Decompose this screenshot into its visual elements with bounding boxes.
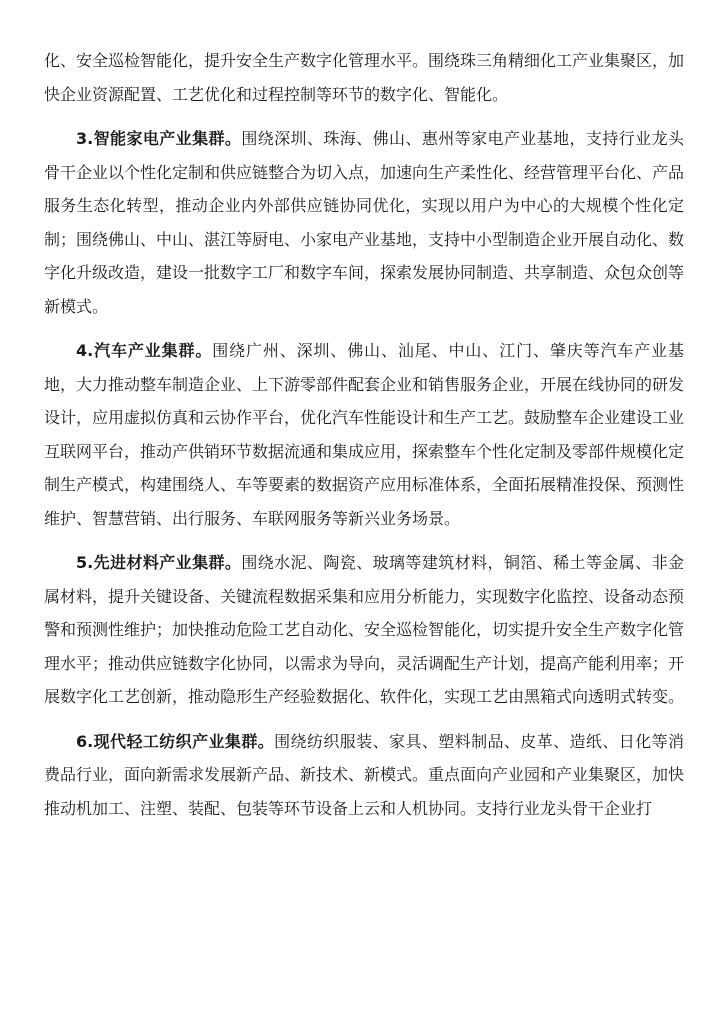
paragraph-text: 围绕纺织服装、家具、塑料制品、皮革、造纸、日化等消费品行业，面向新需求发展新产品、新技术、新模式。重点面向产业园和产业集聚区，加快推动机加工、注塑、装配、包装等环节设备上云和人机协同。支持行业龙头骨干企业打 <box>44 731 685 818</box>
paragraph-text: 围绕深圳、珠海、佛山、惠州等家电产业基地，支持行业龙头骨干企业以个性化定制和供应链整合为切入点，加速向生产柔性化、经营管理平台化、产品服务生态化转型，推动企业内外部供应链协同优化，实现以用户为中心的大规模个性化定制；围绕佛山、中山、湛江等厨电、小家电产业基地，支持中小型制造企业开展自动化、数字化升级改造，建设一批数字工厂和数字车间，探索发展协同制造、共享制造、众包众创等新模式。 <box>44 129 685 316</box>
paragraph-automotive <box>44 334 684 535</box>
paragraph-heading: 4.汽车产业集群。 <box>76 341 213 360</box>
paragraph-text: 围绕广州、深圳、佛山、汕尾、中山、江门、肇庆等汽车产业基地，大力推动整车制造企业、上下游零部件配套企业和销售服务企业，开展在线协同的研发设计，应用虚拟仿真和云协作平台，优化汽车性能设计和生产工艺。鼓励整车企业建设工业互联网平台，推动产供销环节数据流通和集成应用，探索整车个性化定制及零部件规模化定制生产模式，构建围绕人、车等要素的数据资产应用标准体系，全面拓展精准投保、预测性维护、智慧营销、出行服务、车联网服务等新兴业务场景。 <box>44 341 685 528</box>
document-page <box>44 44 684 825</box>
paragraph-smart-appliances <box>44 122 684 323</box>
paragraph-continuation <box>44 44 684 111</box>
paragraph-light-textile <box>44 725 684 826</box>
paragraph-heading: 3.智能家电产业集群。 <box>76 129 242 148</box>
paragraph-text: 围绕水泥、陶瓷、玻璃等建筑材料，铜箔、稀土等金属、非金属材料，提升关键设备、关键流程数据采集和应用分析能力，实现数字化监控、设备动态预警和预测性维护；加快推动危险工艺自动化、安全巡检智能化，切实提升安全生产数字化管理水平；推动供应链数字化协同，以需求为导向，灵活调配生产计划，提高产能利用率；开展数字化工艺创新，推动隐形生产经验数据化、软件化，实现工艺由黑箱式向透明式转变。 <box>44 553 685 706</box>
paragraph-text: 化、安全巡检智能化，提升安全生产数字化管理水平。围绕珠三角精细化工产业集聚区，加快企业资源配置、工艺优化和过程控制等环节的数字化、智能化。 <box>44 51 685 104</box>
paragraph-heading: 5.先进材料产业集群。 <box>76 553 242 572</box>
paragraph-heading: 6.现代轻工纺织产业集群。 <box>76 731 275 751</box>
paragraph-advanced-materials <box>44 546 684 714</box>
